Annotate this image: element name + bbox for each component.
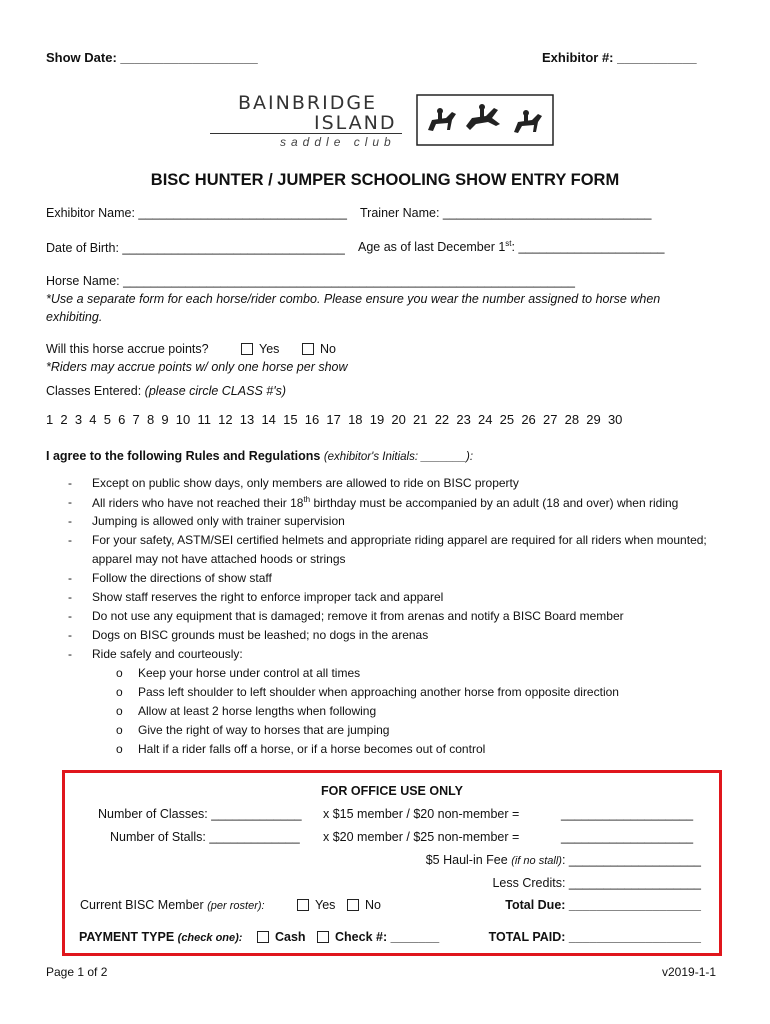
class-number[interactable]: 9 <box>161 412 169 427</box>
class-number-list <box>46 412 630 427</box>
check-option[interactable] <box>317 930 439 944</box>
checkbox-icon[interactable] <box>257 931 269 943</box>
age-field[interactable] <box>358 239 664 254</box>
office-title: FOR OFFICE USE ONLY <box>321 784 463 798</box>
haul-in-label: $5 Haul-in Fee <box>425 853 508 867</box>
class-number[interactable]: 4 <box>89 412 97 427</box>
club-logo <box>206 90 558 152</box>
version-label: v2019-1-1 <box>662 965 717 979</box>
initials-field[interactable]: (exhibitor's Initials: _______): <box>323 451 474 463</box>
total-due-field[interactable]: Total Due: ___________________ <box>505 898 701 912</box>
member-yes-option[interactable] <box>297 898 335 912</box>
bullet-dash: - <box>68 628 72 642</box>
checkbox-icon[interactable] <box>317 931 329 943</box>
rule-text: Show staff reserves the right to enforce improper tack and apparel <box>92 590 444 604</box>
bullet-circle-icon: o <box>116 742 123 756</box>
classes-amount-field[interactable]: ___________________ <box>561 807 694 821</box>
bullet-circle-icon: o <box>116 685 123 699</box>
cash-option[interactable] <box>257 930 306 944</box>
class-number[interactable]: 1 <box>46 412 54 427</box>
points-yes-option[interactable] <box>241 342 279 356</box>
bullet-circle-icon: o <box>116 666 123 680</box>
class-number[interactable]: 14 <box>261 412 276 427</box>
total-paid-field[interactable]: TOTAL PAID: ___________________ <box>488 930 701 944</box>
bullet-dash: - <box>68 590 72 604</box>
rule-sub-text: Halt if a rider falls off a horse, or if a horse becomes out of control <box>138 742 486 756</box>
trainer-name-field[interactable]: Trainer Name: ______________________________ <box>360 206 652 220</box>
payment-label-text: PAYMENT TYPE <box>79 930 175 944</box>
rule-sub-text: Give the right of way to horses that are jumping <box>138 723 390 737</box>
logo-text-saddle-club: saddle club <box>280 135 396 149</box>
member-no-option[interactable] <box>347 898 381 912</box>
class-number[interactable]: 27 <box>542 412 558 427</box>
member-hint: (per roster): <box>207 900 265 912</box>
exhibitor-name-field[interactable]: Exhibitor Name: ______________________________ <box>46 206 347 220</box>
class-number[interactable]: 13 <box>239 412 255 427</box>
bullet-dash: - <box>68 514 72 528</box>
classes-entered-label <box>46 384 286 398</box>
points-no-label: No <box>320 342 336 356</box>
horse-riders-icon <box>416 94 554 146</box>
rule-text-part: All riders who have not reached their 18 <box>92 496 304 510</box>
class-number[interactable]: 25 <box>499 412 515 427</box>
age-blank: : _____________________ <box>511 240 665 255</box>
haul-in-field[interactable] <box>426 853 701 867</box>
payment-hint: (check one): <box>177 932 243 944</box>
payment-type-label <box>79 930 242 944</box>
class-number[interactable]: 19 <box>369 412 385 427</box>
points-yes-label: Yes <box>259 342 280 356</box>
age-sup: st <box>505 239 512 248</box>
haul-in-blank: : ___________________ <box>561 853 701 867</box>
class-number[interactable]: 17 <box>326 412 341 427</box>
rule-sub-text: Pass left shoulder to left shoulder when approaching another horse from opposite direction <box>138 685 619 699</box>
rule-text: Jumping is allowed only with trainer supervision <box>92 514 345 528</box>
rule-text: apparel may not have attached hoods or strings <box>92 552 346 566</box>
horse-name-field[interactable]: Horse Name: _________________________________________________________________ <box>46 274 575 288</box>
class-number[interactable]: 22 <box>434 412 450 427</box>
class-number[interactable]: 8 <box>146 412 155 427</box>
checkbox-icon[interactable] <box>297 899 309 911</box>
num-stalls-field[interactable]: Number of Stalls: _____________ <box>110 830 300 844</box>
class-number[interactable]: 11 <box>197 412 211 427</box>
bullet-dash: - <box>68 533 72 547</box>
office-use-box <box>62 770 722 956</box>
class-number[interactable]: 15 <box>283 412 298 427</box>
classes-hint: (please circle CLASS #'s) <box>144 384 286 398</box>
rule-text: For your safety, ASTM/SEI certified helmets and appropriate riding apparel are required for all riders when mounted; <box>92 533 707 547</box>
class-number[interactable]: 16 <box>304 412 320 427</box>
classes-rate: x $15 member / $20 non-member = <box>323 807 520 821</box>
class-number[interactable]: 10 <box>175 412 191 427</box>
member-label <box>80 898 265 912</box>
cash-label: Cash <box>275 930 306 944</box>
points-question: Will this horse accrue points? <box>46 342 209 356</box>
rule-text: Dogs on BISC grounds must be leashed; no dogs in the arenas <box>92 628 429 642</box>
rules-heading <box>46 449 473 463</box>
logo-text-island: ISLAND <box>314 112 397 134</box>
bullet-circle-icon: o <box>116 723 123 737</box>
member-yes-label: Yes <box>315 898 336 912</box>
bullet-dash: - <box>68 476 72 490</box>
class-number[interactable]: 7 <box>132 412 140 427</box>
rule-text: Follow the directions of show staff <box>92 571 272 585</box>
haul-in-hint: (if no stall) <box>511 855 562 867</box>
exhibitor-number-field[interactable]: Exhibitor #: ___________ <box>542 50 697 65</box>
checkbox-icon[interactable] <box>347 899 359 911</box>
rule-sub-text: Keep your horse under control at all times <box>138 666 361 680</box>
bullet-dash: - <box>68 571 72 585</box>
form-title: BISC HUNTER / JUMPER SCHOOLING SHOW ENTRY FORM <box>150 171 620 189</box>
rule-text: Do not use any equipment that is damaged; remove it from arenas and notify a BISC Board member <box>92 609 624 623</box>
rule-text-sup: th <box>303 495 311 504</box>
class-number[interactable]: 28 <box>564 412 580 427</box>
class-number[interactable]: 20 <box>391 412 406 427</box>
bullet-circle-icon: o <box>116 704 123 718</box>
checkbox-icon[interactable] <box>241 343 253 355</box>
rule-sub-text: Allow at least 2 horse lengths when following <box>138 704 377 718</box>
class-number[interactable]: 23 <box>456 412 471 427</box>
logo-divider <box>210 133 402 134</box>
horse-note-line2: exhibiting. <box>46 310 103 324</box>
rule-text: Ride safely and courteously: <box>92 647 243 661</box>
class-number[interactable]: 26 <box>521 412 536 427</box>
class-number[interactable]: 29 <box>586 412 601 427</box>
bullet-dash: - <box>68 647 72 661</box>
rule-text-part: birthday must be accompanied by an adult (18 and over) when riding <box>310 496 679 510</box>
member-no-label: No <box>365 898 381 912</box>
less-credits-field[interactable]: Less Credits: ___________________ <box>492 876 701 890</box>
rule-text <box>92 495 678 510</box>
class-number[interactable]: 3 <box>74 412 83 427</box>
page-number: Page 1 of 2 <box>46 965 108 979</box>
show-date-field[interactable]: Show Date: ___________________ <box>46 50 258 65</box>
points-note: *Riders may accrue points w/ only one horse per show <box>46 360 348 374</box>
bullet-dash: - <box>68 609 72 623</box>
points-no-option[interactable] <box>302 342 336 356</box>
logo-text-bainbridge: BAINBRIDGE <box>238 92 378 114</box>
stalls-amount-field[interactable]: ___________________ <box>561 830 694 844</box>
horse-note-line1: *Use a separate form for each horse/rider combo. Please ensure you wear the number assigned to horse when <box>46 292 661 306</box>
class-number[interactable]: 6 <box>118 412 126 427</box>
member-label-text: Current BISC Member <box>80 898 204 912</box>
class-number[interactable]: 24 <box>478 412 493 427</box>
class-number[interactable]: 5 <box>103 412 111 427</box>
num-classes-field[interactable]: Number of Classes: _____________ <box>98 807 302 821</box>
class-number[interactable]: 18 <box>348 412 363 427</box>
rule-text: Except on public show days, only members are allowed to ride on BISC property <box>92 476 519 490</box>
dob-field[interactable]: Date of Birth: ________________________________ <box>46 241 345 255</box>
age-label: Age as of last December 1 <box>358 240 506 255</box>
stalls-rate: x $20 member / $25 non-member = <box>323 830 520 844</box>
checkbox-icon[interactable] <box>302 343 314 355</box>
rules-heading-text: I agree to the following Rules and Regulations <box>46 449 321 463</box>
class-number[interactable]: 21 <box>413 412 428 427</box>
class-number[interactable]: 30 <box>607 412 623 427</box>
bullet-dash: - <box>68 495 72 509</box>
class-number[interactable]: 12 <box>218 412 233 427</box>
check-label: Check #: _______ <box>335 930 440 944</box>
classes-label: Classes Entered: <box>46 384 142 398</box>
class-number[interactable]: 2 <box>60 412 68 427</box>
